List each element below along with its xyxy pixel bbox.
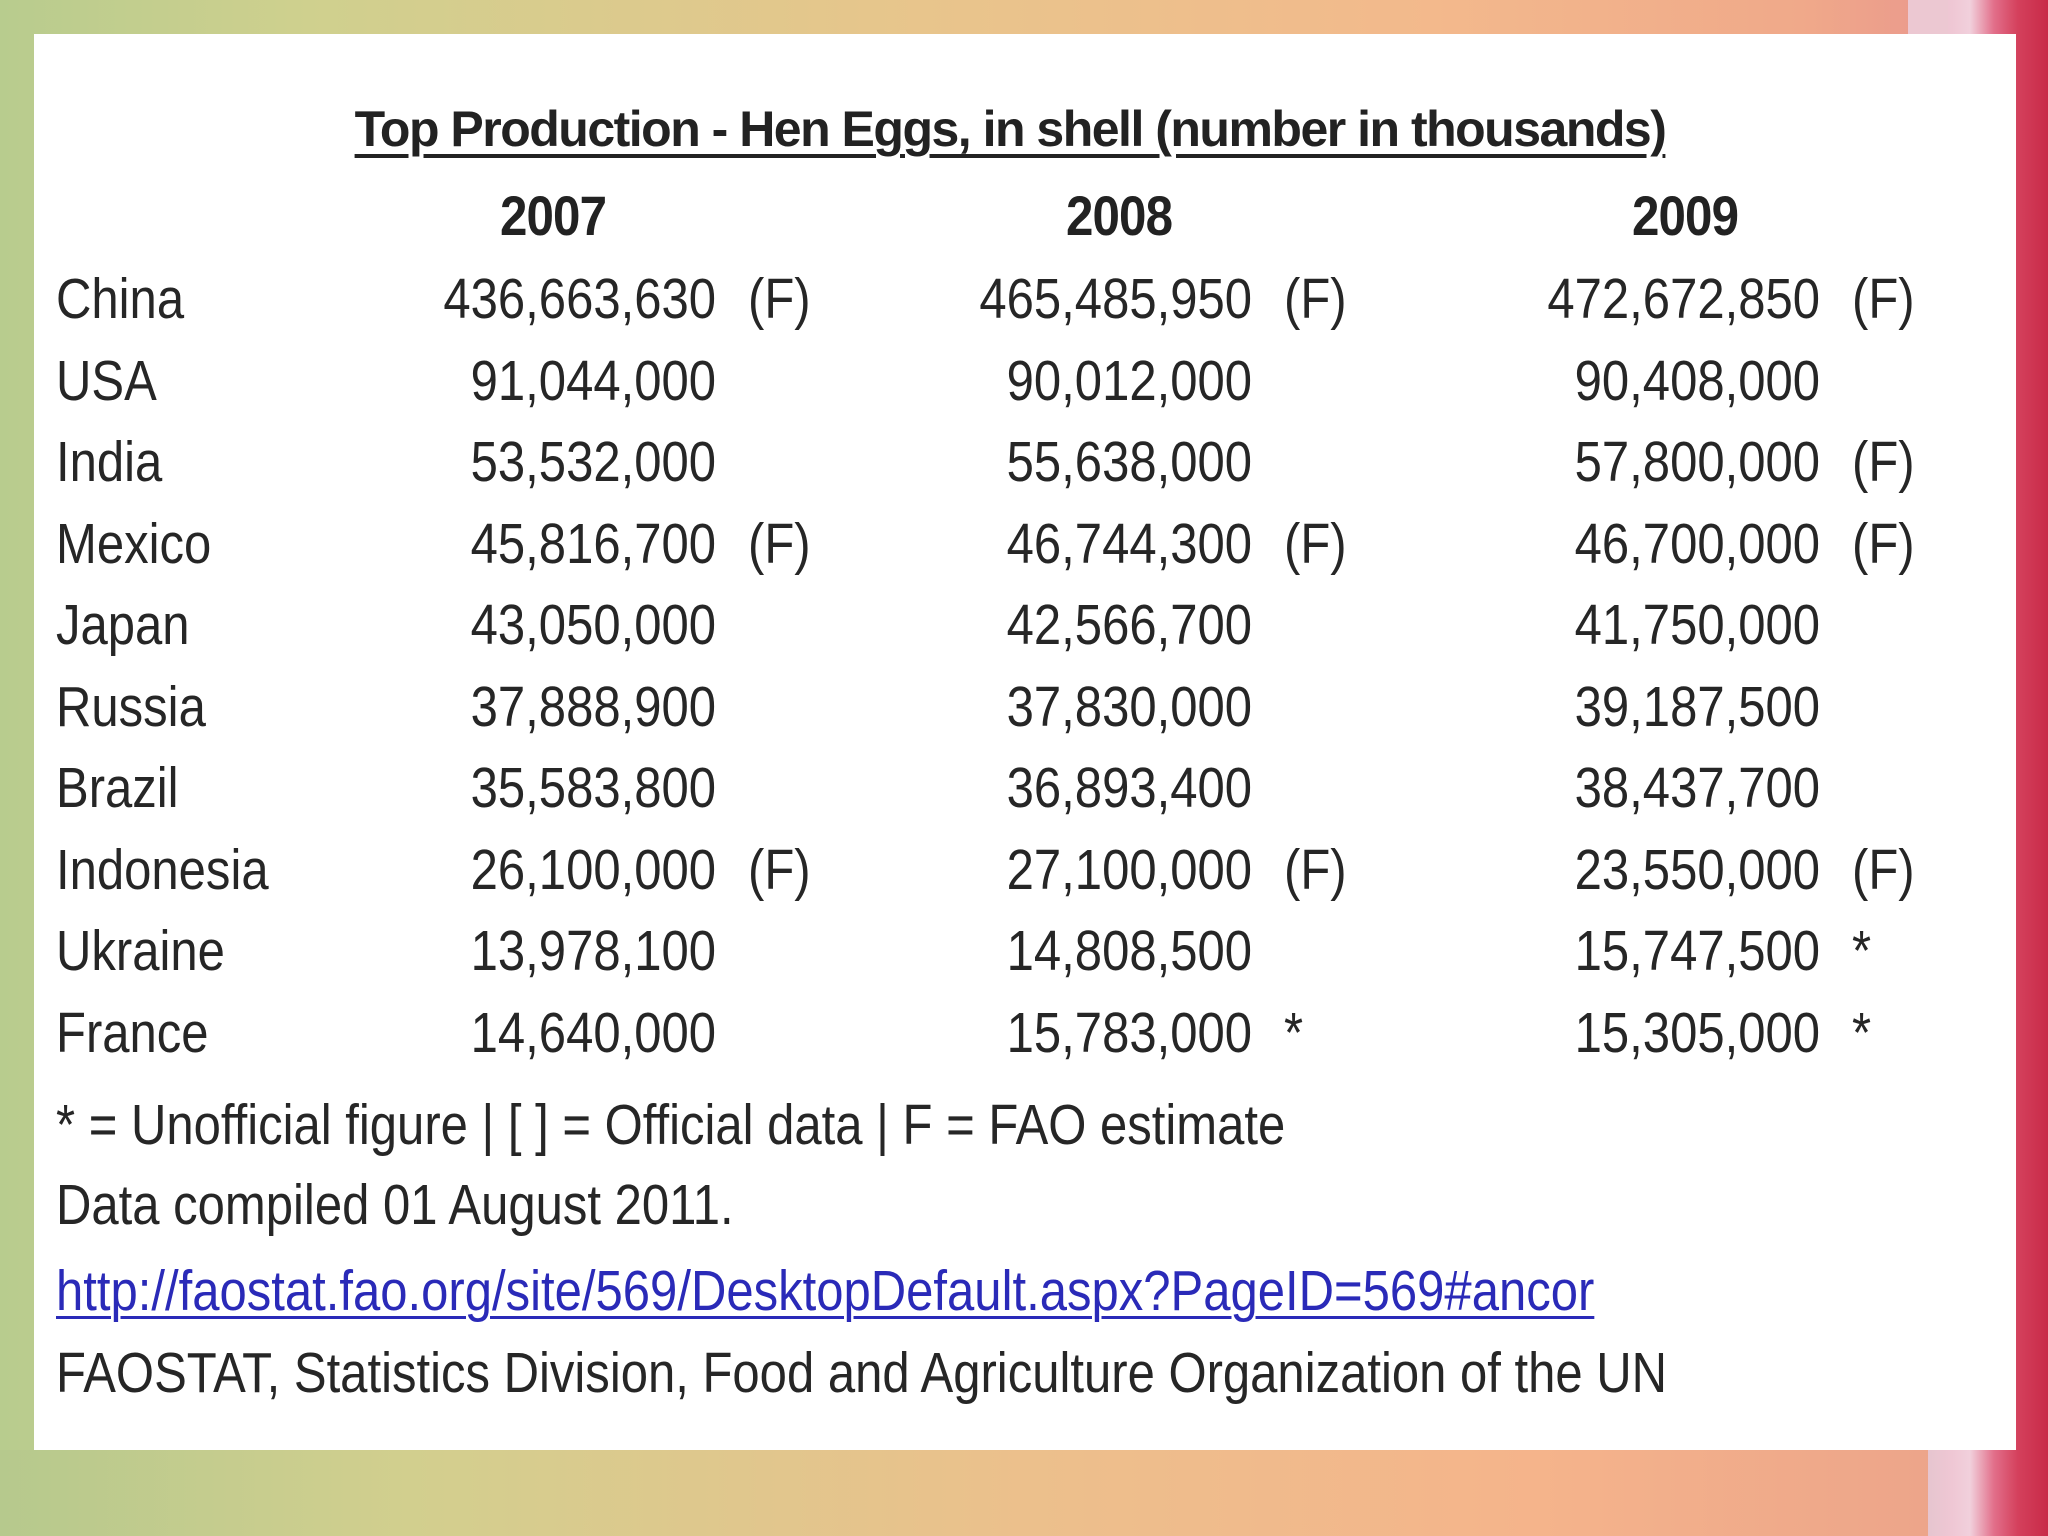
value-cell-2008: 465,485,950 [979,267,1252,331]
flag-cell-2009: * [1852,919,1872,983]
flag-cell-2008: (F) [1284,511,1347,576]
table-row [0,592,2048,672]
value-cell-2007: 13,978,100 [470,919,716,983]
year-header-2008: 2008 [1066,184,1173,247]
flag-cell-2009: (F) [1852,511,1915,576]
value-cell-2009: 57,800,000 [1574,430,1820,494]
value-cell-2009: 39,187,500 [1574,674,1820,739]
value-cell-2007: 35,583,800 [470,756,716,820]
value-cell-2007: 14,640,000 [470,1000,716,1065]
country-name: China [56,267,185,331]
background-bottom-band [0,1450,2048,1536]
country-name: USA [56,348,157,413]
value-cell-2009: 15,747,500 [1574,919,1820,983]
value-cell-2008: 36,893,400 [1006,756,1252,820]
value-cell-2009: 41,750,000 [1574,593,1820,657]
value-cell-2009: 38,437,700 [1574,756,1820,820]
table-row [0,918,2048,998]
value-cell-2007: 37,888,900 [470,674,716,739]
value-cell-2009: 90,408,000 [1574,348,1820,413]
value-cell-2007: 91,044,000 [470,348,716,413]
source-link-line [56,1258,1594,1324]
country-name: Mexico [56,511,212,576]
flag-cell-2007: (F) [748,511,811,576]
table-row [0,755,2048,835]
flag-cell-2008: (F) [1284,837,1347,902]
value-cell-2007: 43,050,000 [470,593,716,657]
table-row [0,266,2048,346]
value-cell-2008: 15,783,000 [1006,1000,1252,1065]
flag-cell-2009: (F) [1852,837,1915,902]
table-row [0,837,2048,917]
table-row [0,1000,2048,1080]
value-cell-2008: 55,638,000 [1006,430,1252,494]
value-cell-2008: 14,808,500 [1006,919,1252,983]
value-cell-2009: 46,700,000 [1574,511,1820,576]
year-header-2009: 2009 [1632,184,1739,247]
table-row [0,348,2048,428]
country-name: Japan [56,593,190,657]
value-cell-2007: 53,532,000 [470,430,716,494]
country-name: Indonesia [56,837,269,902]
value-cell-2008: 37,830,000 [1006,674,1252,739]
value-cell-2008: 27,100,000 [1006,837,1252,902]
table-row [0,511,2048,591]
value-cell-2008: 90,012,000 [1006,348,1252,413]
value-cell-2009: 23,550,000 [1574,837,1820,902]
compiled-date: Data compiled 01 August 2011. [56,1173,734,1237]
value-cell-2007: 26,100,000 [470,837,716,902]
flag-cell-2009: (F) [1852,267,1915,331]
value-cell-2007: 45,816,700 [470,511,716,576]
flag-cell-2007: (F) [748,837,811,902]
flag-cell-2008: * [1284,1000,1304,1065]
background-right-accent [1908,0,1948,34]
table-title: Top Production - Hen Eggs, in shell (number in thousands) [354,101,1666,157]
value-cell-2007: 436,663,630 [443,267,716,331]
table-row [0,429,2048,509]
country-name: India [56,430,163,494]
value-cell-2009: 15,305,000 [1574,1000,1820,1065]
source-credit: FAOSTAT, Statistics Division, Food and Agriculture Organization of the UN [56,1341,1668,1405]
flag-cell-2008: (F) [1284,267,1347,331]
source-link[interactable]: http://faostat.fao.org/site/569/DesktopDefault.aspx?PageID=569#ancor [56,1259,1595,1323]
flag-cell-2009: (F) [1852,430,1915,494]
year-header-2007: 2007 [500,184,607,247]
country-name: Russia [56,674,206,739]
value-cell-2009: 472,672,850 [1547,267,1820,331]
table-row [0,674,2048,754]
flag-cell-2007: (F) [748,267,811,331]
legend-note: * = Unofficial figure | [ ] = Official data | F = FAO estimate [56,1093,1286,1157]
country-name: France [56,1000,209,1065]
country-name: Brazil [56,756,179,820]
country-name: Ukraine [56,919,225,983]
value-cell-2008: 42,566,700 [1006,593,1252,657]
flag-cell-2009: * [1852,1000,1872,1065]
value-cell-2008: 46,744,300 [1006,511,1252,576]
